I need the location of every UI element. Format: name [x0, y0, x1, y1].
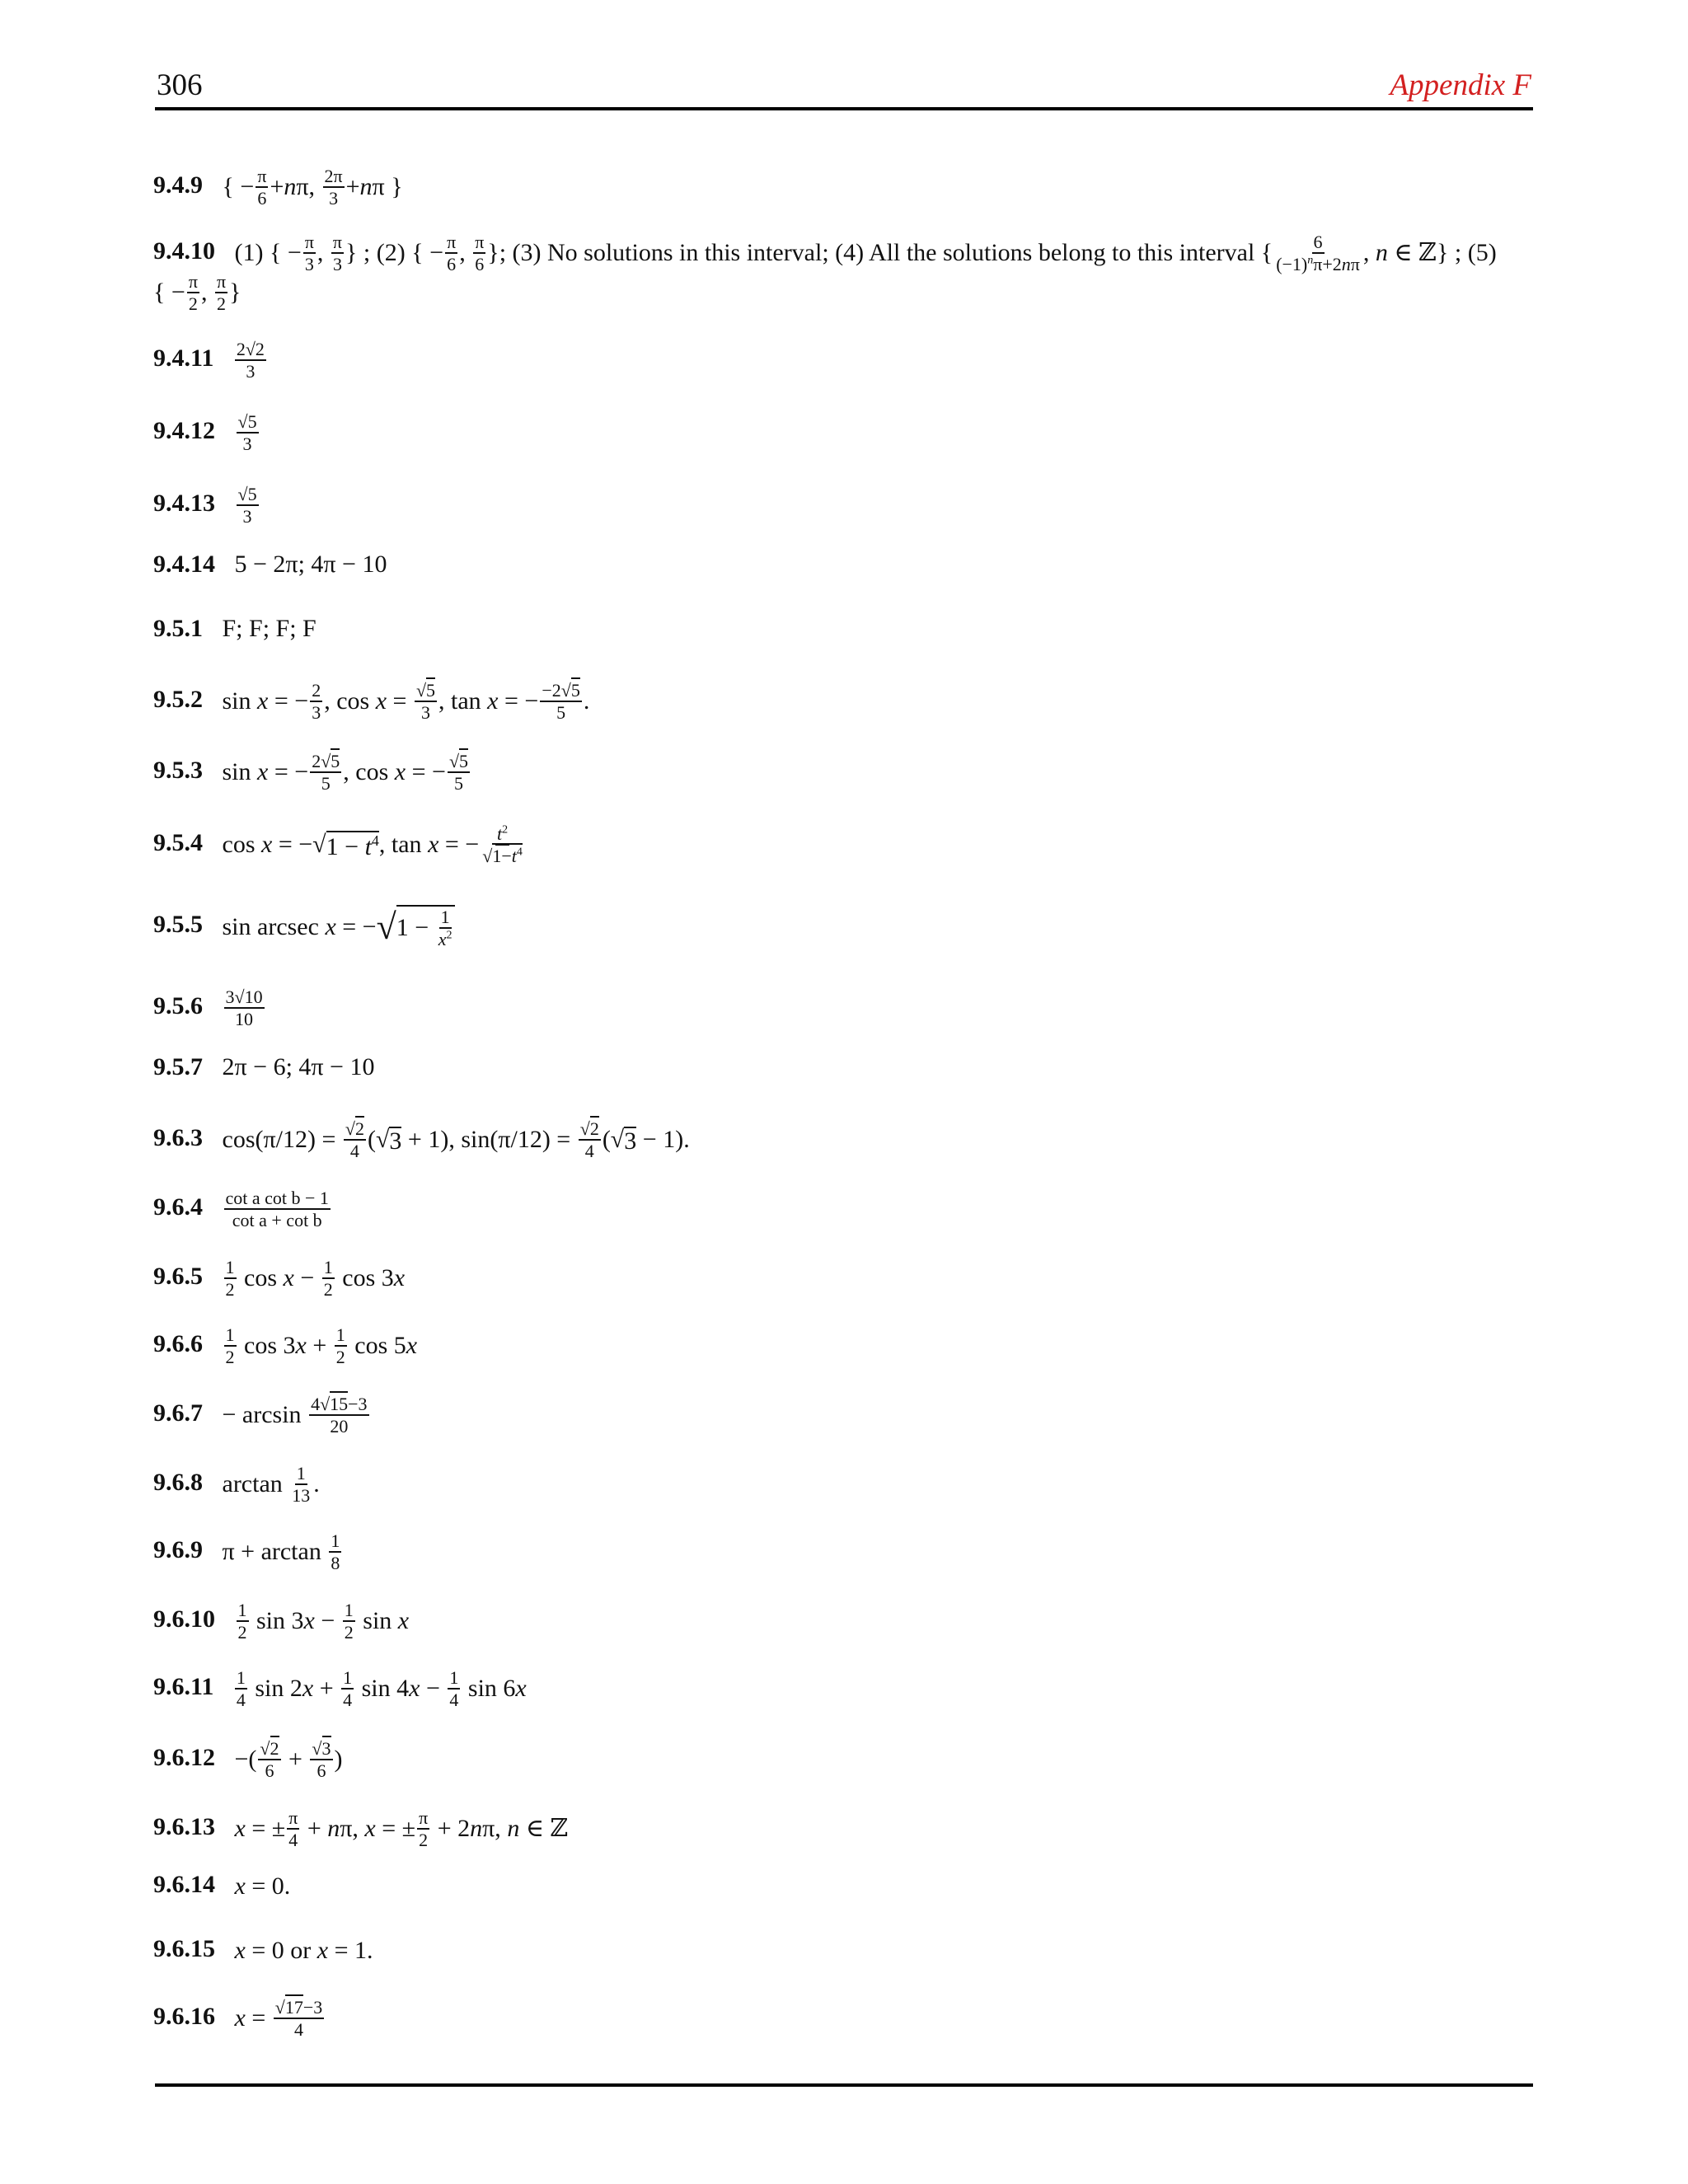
- answer-9-4-11: [153, 340, 268, 381]
- answer-body: $\frac{1}{4}$ sin 2 x + $\frac{1}{4}$ sin 4 x − $\frac{1}{4}$ sin 6 x: [236, 1667, 527, 1711]
- answer-9-4-13: [153, 485, 260, 526]
- answer-9-4-14: [153, 552, 387, 577]
- answer-9-6-12: [153, 1739, 343, 1780]
- answer-number: 9.5.4: [153, 828, 203, 856]
- answer-9-5-6: [153, 987, 266, 1029]
- answer-body: x = 0.: [234, 1872, 291, 1900]
- answer-number: 9.5.5: [153, 911, 203, 939]
- answer-number: 9.6.13: [153, 1812, 215, 1840]
- running-head: Appendix F: [1390, 68, 1531, 102]
- answer-9-5-1: [153, 616, 316, 641]
- answer-9-6-3: [153, 1119, 690, 1160]
- page-header: [155, 68, 1533, 110]
- fraction: $\frac{2\pi}{3}$: [324, 166, 343, 209]
- answer-number: 9.6.16: [153, 2002, 215, 2030]
- footer-rule: [155, 2083, 1533, 2087]
- answer-body: x = ± $\frac{\pi}{4}$ + n π, x = ± $\frac{\pi}{2}$ + 2 n π, n ∈ ℤ: [234, 1807, 569, 1851]
- answer-9-6-4: [153, 1188, 332, 1230]
- answer-body: sin arcsec x = − √ 1 − $\frac{1}{x^2}$: [223, 905, 456, 949]
- answer-9-6-14: [153, 1872, 290, 1899]
- answer-body: sin x = − $\frac{2√5}{5}$ , cos x = − $\frac{√5}{5}$: [223, 752, 472, 793]
- answer-9-6-9: [153, 1531, 343, 1572]
- answer-number: 9.4.9: [153, 171, 203, 199]
- answer-9-4-9: [153, 166, 403, 208]
- answer-body: π + arctan $\frac{1}{8}$: [222, 1530, 340, 1574]
- answer-number: 9.4.11: [153, 344, 214, 372]
- fraction: $\frac{\text{cot a cot b − 1}}{\text{cot a + cot b}}$: [225, 1188, 329, 1231]
- answer-number: 9.6.15: [153, 1935, 215, 1962]
- answer-number: 9.5.2: [153, 685, 203, 713]
- answer-number: 9.6.3: [153, 1123, 203, 1151]
- answer-9-6-16: [153, 1998, 326, 2039]
- answer-number: 9.6.4: [153, 1193, 203, 1221]
- answer-number: 9.4.14: [153, 551, 215, 578]
- answer-number: 9.6.5: [153, 1262, 203, 1290]
- answer-number: 9.6.12: [153, 1743, 215, 1771]
- page-number: 306: [157, 68, 203, 102]
- answer-number: 9.6.9: [153, 1535, 203, 1563]
- answer-body: −( $\frac{√2}{6}$ + $\frac{√3}{6}$ ): [235, 1739, 343, 1780]
- answer-number: 9.6.14: [153, 1871, 215, 1898]
- answer-9-6-11: [153, 1668, 527, 1709]
- answer-number: 9.5.7: [153, 1053, 203, 1080]
- answer-9-6-10: [153, 1601, 409, 1642]
- fraction: $\frac{2√2}{3}$: [236, 339, 265, 382]
- fraction: $\frac{3√10}{10}$: [225, 987, 263, 1030]
- answer-9-6-7: [153, 1394, 371, 1436]
- answer-number: 9.4.13: [153, 489, 215, 517]
- answer-body: − arcsin $\frac{4√15-3}{20}$: [223, 1394, 371, 1436]
- answer-number: 9.4.12: [153, 416, 215, 444]
- answer-body: { − $\frac{\pi}{6}$ + n π, $\frac{2\pi}{3}$ + n π }: [222, 166, 403, 209]
- answer-number: 9.5.3: [153, 756, 203, 784]
- answer-9-4-10: [153, 232, 1497, 274]
- answer-9-6-6: [153, 1325, 417, 1366]
- fraction: $\frac{\pi}{6}$: [257, 166, 267, 209]
- answer-body: $\frac{1}{2}$ cos x − $\frac{1}{2}$ cos 3 x: [225, 1257, 406, 1301]
- answer-number: 9.6.10: [153, 1605, 215, 1633]
- answer-body: arctan $\frac{1}{13}$ .: [222, 1463, 320, 1507]
- answer-text: 5 − 2π; 4π − 10: [234, 551, 387, 578]
- answer-9-6-13: [153, 1808, 568, 1849]
- answer-body: x = 0 or x = 1.: [234, 1937, 373, 1965]
- answer-number: 9.6.11: [153, 1672, 214, 1700]
- answer-number: 9.4.10: [153, 237, 215, 265]
- answer-body: x = $\frac{√17-3}{4}$: [235, 1998, 326, 2039]
- fraction: $\frac{√5}{3}$: [237, 484, 257, 527]
- answer-number: 9.5.1: [153, 615, 203, 642]
- answer-9-6-5: [153, 1258, 405, 1299]
- answer-9-4-10-line2: [153, 272, 241, 313]
- answer-9-5-7: [153, 1055, 374, 1080]
- answer-9-5-2: [153, 681, 589, 722]
- answer-9-5-4: [153, 824, 526, 865]
- answer-body: $\frac{1}{2}$ sin 3 x − $\frac{1}{2}$ sin x: [237, 1600, 410, 1643]
- answer-text: F; F; F; F: [222, 615, 316, 642]
- answer-number: 9.6.8: [153, 1468, 203, 1496]
- answer-9-5-5: [153, 905, 455, 949]
- answer-body: cos(π/12) = $\frac{√2}{4}$ (√ 3 + 1), sin(π/12) = $\frac{√2}{4}$ (√ 3 − 1).: [223, 1119, 690, 1160]
- answer-number: 9.5.6: [153, 991, 203, 1019]
- answer-9-5-3: [153, 752, 471, 793]
- answer-9-4-12: [153, 412, 260, 453]
- answer-number: 9.6.6: [153, 1329, 203, 1357]
- answer-body: { − $\frac{\pi}{2}$ , $\frac{\pi}{2}$ }: [153, 271, 241, 315]
- answer-body: $\frac{1}{2}$ cos 3 x + $\frac{1}{2}$ cos 5 x: [225, 1324, 418, 1368]
- answer-body: cos x = −√ $1 - t^4$ , tan x = − $\frac{t^2}{√1-t^4}$: [222, 823, 523, 867]
- answer-9-6-15: [153, 1937, 373, 1963]
- answer-body: (1) { − $\frac{\pi}{3}$ , $\frac{\pi}{3}$ } ; (2) { − $\frac{\pi}{6}$ , $\frac{\pi}{6}$ }; (3) No solutions in this interval; (4) All the solutions belong to this interval { $\frac{6}{(-1)^n\pi+2n\pi}$ , n ∈ ℤ} ; (5): [234, 232, 1497, 275]
- answer-text: 2π − 6; 4π − 10: [222, 1053, 375, 1080]
- answer-9-6-8: [153, 1464, 320, 1505]
- answer-body: sin x = − $\frac{2}{3}$ , cos x = $\frac{√5}{3}$ , tan x = − $\frac{-2√5}{5}$ .: [223, 681, 590, 722]
- fraction: $\frac{√5}{3}$: [237, 411, 257, 455]
- answer-number: 9.6.7: [153, 1399, 203, 1427]
